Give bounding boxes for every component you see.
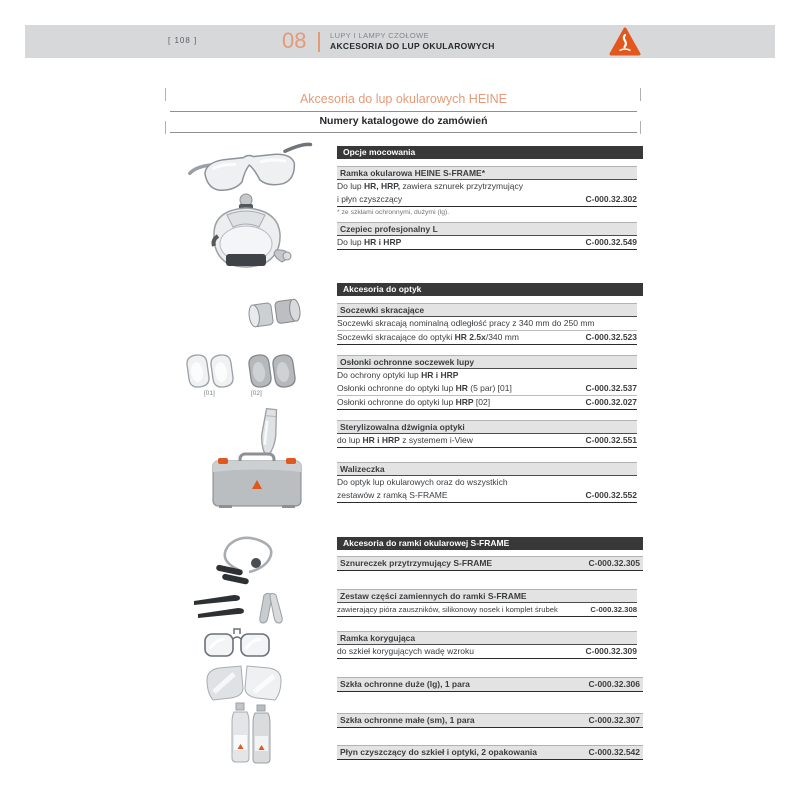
product-ramka-korygujaca [337, 631, 637, 659]
image-label-02: [02] [251, 390, 262, 397]
catalog-number: C-000.32.308 [590, 605, 637, 614]
product-title: Sterylizowalna dźwignia optyki [337, 420, 637, 434]
product-title: Ramka okularowa HEINE S-FRAME* [337, 166, 637, 180]
product-title: Osłonki ochronne soczewek lupy [337, 355, 637, 369]
product-sznureczek [337, 556, 643, 571]
product-szkla-duze [337, 677, 643, 692]
chapter-number: 08 [282, 28, 307, 53]
catalog-number: C-000.32.549 [585, 237, 637, 247]
product-image-professional-headband [196, 192, 296, 279]
product-image-shortening-lenses [246, 292, 304, 339]
product-dzwignia-optyki [337, 420, 637, 448]
product-title: Płyn czyszczący do szkieł i optyki, 2 opakowania [340, 747, 537, 757]
footnote: * ze szkłami ochronnymi, dużymi (lg). [337, 209, 450, 216]
product-title: Szkła ochronne małe (sm), 1 para [340, 715, 475, 725]
product-image-carry-case [209, 452, 305, 515]
item-text: Osłonki ochronne do optyki lup HR (5 par) [01] [337, 383, 512, 393]
heine-logo-icon [609, 27, 641, 56]
product-description: Do ochrony optyki lup HR i HRP [337, 370, 459, 380]
image-label-01: [01] [204, 390, 215, 397]
product-description: Do optyk lup okularowych oraz do wszystkich [337, 477, 508, 487]
catalog-number: C-000.32.027 [585, 397, 637, 407]
catalog-number: C-000.32.552 [585, 490, 637, 500]
product-image-retaining-cord [209, 532, 287, 592]
product-title: Soczewki skracające [337, 303, 637, 317]
product-title: Szkła ochronne duże (lg), 1 para [340, 679, 470, 689]
divider [170, 132, 637, 133]
chapter-subtitle: AKCESORIA DO LUP OKULAROWYCH [330, 41, 495, 51]
product-image-lens-covers [182, 350, 300, 397]
product-title: Sznureczek przytrzymujący S-FRAME [340, 558, 493, 568]
product-description: Soczewki skracają nominalną odległość pracy z 340 mm do 250 mm [337, 317, 637, 331]
product-ramka-okularowa [337, 166, 637, 216]
product-description: Do lup HR, HRP, zawiera sznurek przytrzymujący [337, 181, 523, 191]
catalog-number: C-000.32.302 [585, 194, 637, 204]
item-text: Osłonki ochronne do optyki lup HRP [02] [337, 397, 491, 407]
catalog-number: C-000.32.307 [588, 715, 640, 725]
product-czepiec [337, 222, 637, 250]
product-plyn-czyszczacy [337, 745, 643, 760]
page-title: Akcesoria do lup okularowych HEINE [299, 92, 508, 106]
product-title: Ramka korygująca [337, 631, 637, 645]
product-image-cleaning-fluid-bottles [227, 702, 275, 771]
crop-mark [165, 88, 166, 101]
product-description: Do lup HR i HRP [337, 237, 402, 247]
catalog-number: C-000.32.542 [588, 747, 640, 757]
product-title: Zestaw części zamiennych do ramki S-FRAME [337, 589, 637, 603]
catalog-number: C-000.32.523 [585, 332, 637, 342]
crop-mark [165, 121, 166, 134]
product-zestaw-czesci [337, 589, 637, 617]
product-soczewki-skracajace [337, 303, 637, 345]
product-title: Walizeczka [337, 462, 637, 476]
product-description: i płyn czyszczący [337, 194, 403, 204]
catalog-number: C-000.32.551 [585, 435, 637, 445]
product-szkla-male [337, 713, 643, 728]
item-text: zawierający pióra zauszników, silikonowy nosek i komplet śrubek [337, 605, 558, 614]
section-header-akcesoria-do-optyk: Akcesoria do optyk [337, 283, 643, 296]
item-text: do szkieł korygujących wadę wzroku [337, 646, 475, 656]
crop-mark [640, 88, 641, 101]
product-title: Czepiec profesjonalny L [337, 222, 637, 236]
chapter-divider [318, 32, 320, 52]
catalog-number: C-000.32.309 [585, 646, 637, 656]
page-subtitle: Numery katalogowe do zamówień [319, 115, 488, 127]
item-text: do lup HR i HRP z systemem i-View [337, 435, 473, 445]
chapter-title: LUPY I LAMPY CZOŁOWE [330, 31, 429, 40]
section-header-akcesoria-s-frame: Akcesoria do ramki okularowej S-FRAME [337, 537, 643, 550]
catalog-number: C-000.32.537 [585, 383, 637, 393]
catalog-number: C-000.32.306 [588, 679, 640, 689]
divider [170, 111, 637, 112]
section-header-opcje-mocowania: Opcje mocowania [337, 146, 643, 159]
product-walizeczka [337, 462, 637, 503]
page-number: [ 108 ] [168, 36, 198, 45]
item-text: zestawów z ramką S-FRAME [337, 490, 448, 500]
catalog-number: C-000.32.305 [588, 558, 640, 568]
item-text: Soczewki skracające do optyki HR 2.5x/340 mm [337, 332, 519, 342]
crop-mark [640, 121, 641, 134]
product-oslonki-ochronne [337, 355, 637, 410]
